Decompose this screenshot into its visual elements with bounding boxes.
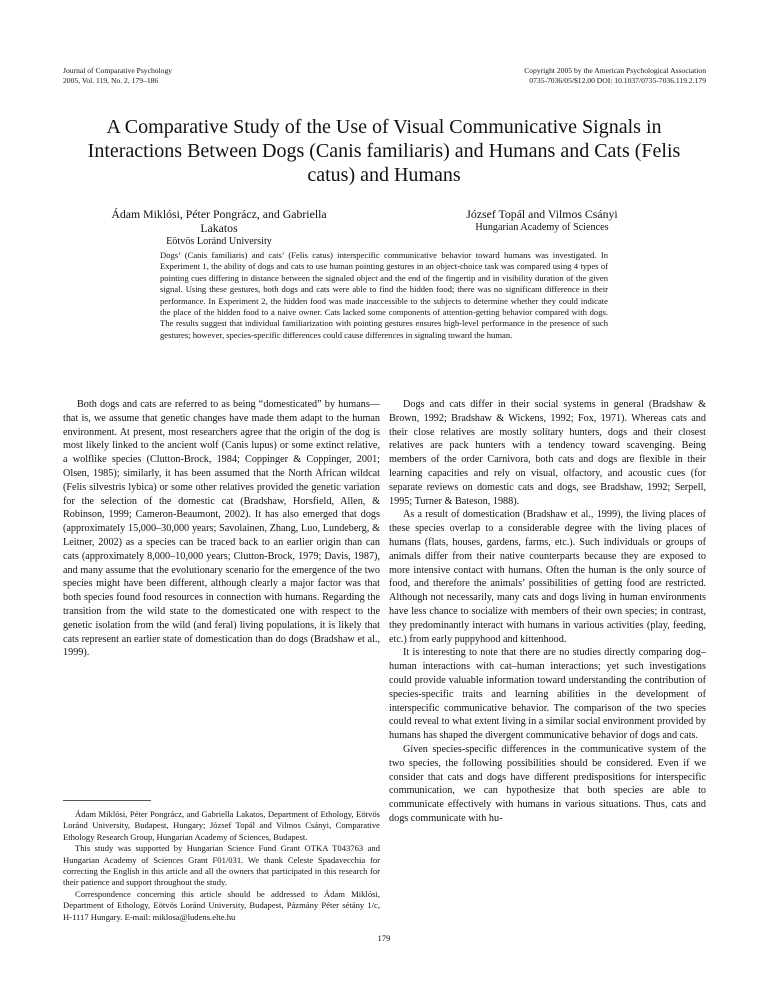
article-title: A Comparative Study of the Use of Visual Communicative Signals in Interactions Between Dogs (Canis familiaris) and Humans and Cats (Felis catus) and Humans <box>87 116 681 186</box>
abstract: Dogs’ (Canis familiaris) and cats’ (Felis catus) interspecific communicative behavior toward humans was investigated. In Experiment 1, the ability of dogs and cats to use human pointing gestures in an object-choice task was compared using 4 types of pointing cues differing in distance between the signaled object and the end of the fingertip and in visibility duration of the given signal. Using these gestures, both dogs and cats were able to find the hidden food; there was no significant difference in their performance. In Experiment 2, the hidden food was made inaccessible to the subjects to determine whether they could indicate the place of the hidden food to a naive owner. Cats lacked some components of attention-getting behavior compared with dogs. The results suggest that individual familiarization with pointing gestures ensures high-level performance in the presence of such gestures; however, species-specific differences could cause differences in signaling toward the human. <box>160 250 608 340</box>
author-group-2 <box>420 207 664 235</box>
running-header-right <box>524 66 706 86</box>
running-header-left <box>63 66 172 86</box>
body-column-right <box>389 398 706 826</box>
author-names-1: Ádam Miklósi, Péter Pongrácz, and Gabriella Lakatos <box>111 207 327 235</box>
body-column-left <box>63 398 380 660</box>
footnote-rule <box>63 800 151 801</box>
footnote-affiliations: Ádam Miklósi, Péter Pongrácz, and Gabriella Lakatos, Department of Ethology, Eötvös Loránd University, Budapest, Hungary; József Topál and Vilmos Csányi, Comparative Ethology Research Group, Hungarian Academy of Sciences, Budapest. <box>63 809 380 842</box>
footnote-funding: This study was supported by Hungarian Science Fund Grant OTKA T043763 and Hungarian Academy of Sciences Grant F01/031. We thank Celeste Spadavecchia for correcting the English in this article and all the owners that participated in this research for their patience and support throughout the study. <box>63 843 380 888</box>
footnotes <box>63 809 380 923</box>
body-paragraph: As a result of domestication (Bradshaw et al., 1999), the living places of these species overlap to a considerable degree with the living places of humans (flats, houses, gardens, farms, etc.). Such individuals or groups of animals differ from their native counterparts because they are exposed to more intensive contact with humans. Often the human is the only source of food, and therefore the animals’ possibilities of getting food are restricted. Although not necessarily, many cats and dogs living in human environments have less chance to socialize with members of their own species; in contrast, they predominantly interact with humans in various activities (play, feeding, etc.) from early puppyhood and kittenhood. <box>389 509 706 645</box>
affiliation-1: Eötvös Loránd University <box>166 236 272 247</box>
author-group-1 <box>100 207 338 249</box>
footnote-correspondence: Correspondence concerning this article should be addressed to Ádam Miklósi, Department of Ethology, Eötvös Loránd University, Budapest, Pázmány Péter sétány 1/c, H-1117 Hungary. E-mail: miklosa@ludens.elte.hu <box>63 888 380 922</box>
page-number: 179 <box>377 933 391 943</box>
journal-name: Journal of Comparative Psychology <box>63 66 173 75</box>
copyright-line: Copyright 2005 by the American Psychological Association <box>524 66 706 75</box>
body-paragraph: Both dogs and cats are referred to as being “domesticated” by humans—that is, we assume that genetic changes have made them adapt to the human environment. At present, most researchers agree that the origin of the dog is most likely linked to the ancient wolf (Canis lupus) or some extinct relative, a wolflike species (Clutton-Brock, 1984; Coppinger & Coppinger, 2001; Olsen, 1985); similarly, it has been assumed that the North African wildcat (Felis silvestris lybica) or some other relatives provided the genetic variation for the selection of the domestic cat (Bradshaw, Horsfield, Allen, & Robinson, 1999; Cameron-Beaumont, 2002). It has also emerged that dogs (approximately 15,000–30,000 years; Savolainen, Zhang, Luo, Lundeberg, & Leitner, 2002) as a species can be traced back to an earlier origin than can cats (approximately 8,000–10,000 years; Clutton-Brock, 1979; Davis, 1987), and many assume that the evolutionary scenario for the emergence of the two species might have been different, although clearly a major factor was that both species found food resources in connection with humans. Regarding the transition from the wild state to the domesticated one with respect to the genetic isolation from the wild (and feral) living populations, it is likely that cats represent an earlier state of domestication than do dogs (Bradshaw et al., 1999). <box>63 399 380 659</box>
body-paragraph: It is interesting to note that there are no studies directly comparing dog–human interactions with cat–human interactions; yet such investigations could provide valuable information toward understanding the contribution of species-specific traits and learning abilities in the development of interspecific communicative behavior. The comparison of the two species could reveal to what extent living in a similar social environment provided by humans has shaped the divergent communicative behavior of dogs and cats. <box>389 647 706 742</box>
doi-line: 0735-7036/05/$12.00 DOI: 10.1037/0735-7036.119.2.179 <box>529 76 706 85</box>
body-paragraph: Given species-specific differences in the communicative system of the two species, the following possibilities should be considered. Even if we consider that cats and dogs have different predispositions for interspecific communication, we can hypothesize that both species are able to communicate effectively with humans in various situations. Thus, cats and dogs communicate with hu- <box>389 743 706 824</box>
affiliation-2: Hungarian Academy of Sciences <box>475 222 609 233</box>
author-names-2: József Topál and Vilmos Csányi <box>466 207 618 221</box>
body-paragraph: Dogs and cats differ in their social systems in general (Bradshaw & Brown, 1992; Bradshaw & Wickens, 1992; Fox, 1971). Whereas cats and their close relatives are mostly solitary hunters, dogs and their closest relatives are pack hunters with a tendency toward scavenging. Being members of the order Carnivora, both cats and dogs are flexible in their learning capacities and rely on visual, olfactory, and acoustic cues (for separate reviews on domestic cats and dogs, see Bradshaw, 1992; Serpell, 1995; Turner & Bateson, 1988). <box>389 399 706 507</box>
journal-issue: 2005, Vol. 119, No. 2, 179–186 <box>63 76 159 85</box>
